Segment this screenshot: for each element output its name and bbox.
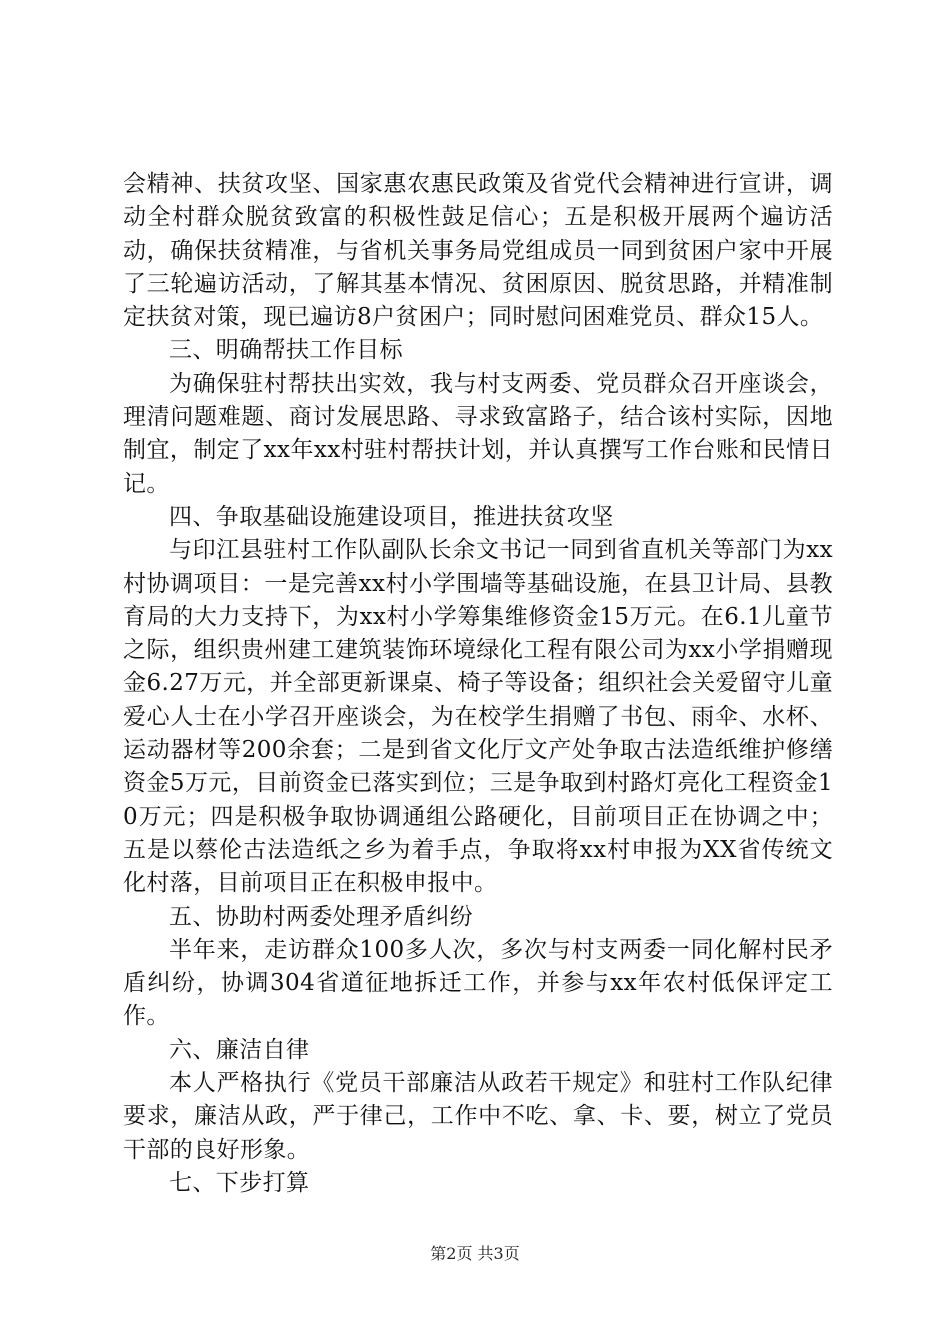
section-heading-4: 四、争取基础设施建设项目，推进扶贫攻坚 bbox=[169, 503, 614, 530]
paragraph-section-5: 半年来，走访群众100多人次，多次与村支两委一同化解村民矛盾纠纷，协调304省道征地拆迁工作，并参与xx年农村低保评定工作。 bbox=[123, 936, 833, 1030]
paragraph-section-3: 为确保驻村帮扶出实效，我与村支两委、党员群众召开座谈会，理清问题难题、商讨发展思路、寻求致富路子，结合该村实际，因地制宜，制定了xx年xx村驻村帮扶计划，并认真撰写工作台账和民情日记。 bbox=[123, 370, 833, 497]
section-heading-6: 六、廉洁自律 bbox=[169, 1036, 310, 1063]
document-body bbox=[123, 168, 833, 1200]
paragraph-continuation: 会精神、扶贫攻坚、国家惠农惠民政策及省党代会精神进行宣讲，调动全村群众脱贫致富的积极性鼓足信心；五是积极开展两个遍访活动，确保扶贫精准，与省机关事务局党组成员一同到贫困户家中开展了三轮遍访活动，了解其基本情况、贫困原因、脱贫思路，并精准制定扶贫对策，现已遍访8户贫困户；同时慰问困难党员、群众15人。 bbox=[123, 171, 833, 331]
page-number-footer: 第2页 共3页 bbox=[430, 1244, 520, 1263]
section-heading-3: 三、明确帮扶工作目标 bbox=[169, 337, 403, 364]
section-heading-7: 七、下步打算 bbox=[169, 1169, 310, 1196]
section-heading-5: 五、协助村两委处理矛盾纠纷 bbox=[169, 903, 474, 930]
paragraph-section-6: 本人严格执行《党员干部廉洁从政若干规定》和驻村工作队纪律要求，廉洁从政，严于律己，工作中不吃、拿、卡、要，树立了党员干部的良好形象。 bbox=[123, 1070, 833, 1163]
paragraph-section-4: 与印江县驻村工作队副队长余文书记一同到省直机关等部门为xx村协调项目：一是完善xx村小学围墙等基础设施，在县卫计局、县教育局的大力支持下，为xx村小学筹集维修资金15万元。在6.1儿童节之际，组织贵州建工建筑装饰环境绿化工程有限公司为xx小学捐赠现金6.27万元，并全部更新课桌、椅子等设备；组织社会关爱留守儿童爱心人士在小学召开座谈会，为在校学生捐赠了书包、雨伞、水杯、运动器材等200余套；二是到省文化厅文产处争取古法造纸维护修缮资金5万元，目前资金已落实到位；三是争取到村路灯亮化工程资金10万元；四是积极争取协调通组公路硬化，目前项目正在协调之中；五是以蔡伦古法造纸之乡为着手点，争取将xx村申报为XX省传统文化村落，目前项目正在积极申报中。 bbox=[123, 537, 833, 897]
